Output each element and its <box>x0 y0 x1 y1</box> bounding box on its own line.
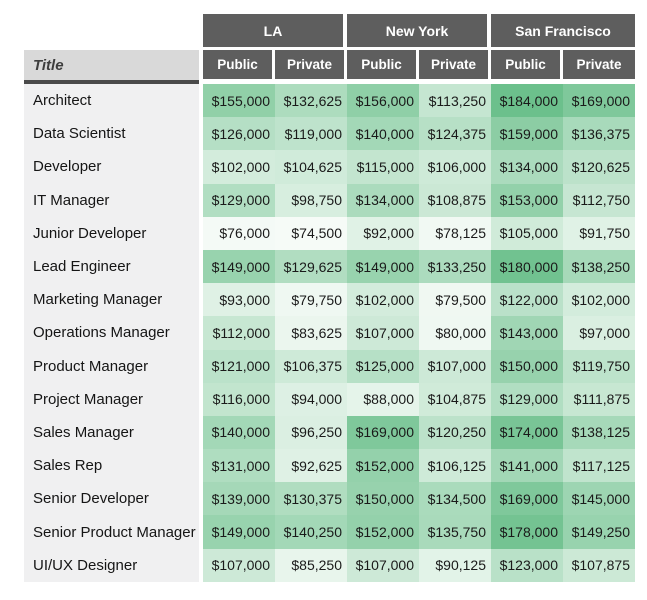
row-title: Lead Engineer <box>24 250 199 283</box>
salary-cell: $120,625 <box>563 150 635 183</box>
row-title: Senior Product Manager <box>24 515 199 548</box>
salary-cell: $93,000 <box>203 283 275 316</box>
salary-cell: $91,750 <box>563 217 635 250</box>
salary-cell: $152,000 <box>347 449 419 482</box>
salary-cell: $141,000 <box>491 449 563 482</box>
salary-cell: $102,000 <box>563 283 635 316</box>
salary-cell: $150,000 <box>347 482 419 515</box>
salary-cell: $174,000 <box>491 416 563 449</box>
salary-cell: $76,000 <box>203 217 275 250</box>
salary-cell: $153,000 <box>491 184 563 217</box>
sector-header-1: Private <box>275 50 347 84</box>
row-title: Product Manager <box>24 350 199 383</box>
salary-cell: $107,000 <box>419 350 491 383</box>
salary-cell: $139,000 <box>203 482 275 515</box>
salary-cell: $169,000 <box>347 416 419 449</box>
salary-cell: $135,750 <box>419 515 491 548</box>
row-title: Developer <box>24 150 199 183</box>
salary-cell: $104,875 <box>419 383 491 416</box>
salary-cell: $83,625 <box>275 316 347 349</box>
salary-cell: $156,000 <box>347 84 419 117</box>
salary-cell: $124,375 <box>419 117 491 150</box>
city-header-new-york: New York <box>347 14 491 50</box>
row-title: Junior Developer <box>24 217 199 250</box>
sector-header-3: Private <box>419 50 491 84</box>
row-title: Project Manager <box>24 383 199 416</box>
salary-cell: $140,250 <box>275 515 347 548</box>
salary-cell: $97,000 <box>563 316 635 349</box>
row-title: Architect <box>24 84 199 117</box>
salary-cell: $113,250 <box>419 84 491 117</box>
salary-cell: $149,250 <box>563 515 635 548</box>
sector-header-2: Public <box>347 50 419 84</box>
salary-cell: $102,000 <box>203 150 275 183</box>
salary-cell: $90,125 <box>419 549 491 582</box>
salary-cell: $149,000 <box>203 250 275 283</box>
salary-cell: $105,000 <box>491 217 563 250</box>
row-title: Marketing Manager <box>24 283 199 316</box>
header-spacer <box>24 14 203 50</box>
salary-cell: $79,500 <box>419 283 491 316</box>
salary-cell: $152,000 <box>347 515 419 548</box>
salary-cell: $159,000 <box>491 117 563 150</box>
salary-cell: $125,000 <box>347 350 419 383</box>
salary-cell: $130,375 <box>275 482 347 515</box>
salary-cell: $107,000 <box>347 316 419 349</box>
salary-cell: $150,000 <box>491 350 563 383</box>
salary-cell: $85,250 <box>275 549 347 582</box>
salary-cell: $119,750 <box>563 350 635 383</box>
salary-cell: $106,375 <box>275 350 347 383</box>
sector-header-5: Private <box>563 50 635 84</box>
salary-cell: $149,000 <box>347 250 419 283</box>
salary-cell: $79,750 <box>275 283 347 316</box>
salary-cell: $106,125 <box>419 449 491 482</box>
salary-cell: $149,000 <box>203 515 275 548</box>
row-title: IT Manager <box>24 184 199 217</box>
salary-cell: $80,000 <box>419 316 491 349</box>
salary-cell: $92,625 <box>275 449 347 482</box>
salary-cell: $121,000 <box>203 350 275 383</box>
salary-cell: $122,000 <box>491 283 563 316</box>
salary-cell: $169,000 <box>491 482 563 515</box>
salary-cell: $116,000 <box>203 383 275 416</box>
salary-cell: $178,000 <box>491 515 563 548</box>
salary-cell: $107,000 <box>203 549 275 582</box>
salary-cell: $108,875 <box>419 184 491 217</box>
salary-cell: $119,000 <box>275 117 347 150</box>
salary-cell: $115,000 <box>347 150 419 183</box>
row-title: Data Scientist <box>24 117 199 150</box>
salary-cell: $132,625 <box>275 84 347 117</box>
salary-cell: $134,000 <box>347 184 419 217</box>
salary-cell: $88,000 <box>347 383 419 416</box>
salary-cell: $102,000 <box>347 283 419 316</box>
salary-cell: $180,000 <box>491 250 563 283</box>
salary-cell: $112,750 <box>563 184 635 217</box>
salary-cell: $112,000 <box>203 316 275 349</box>
row-title: Operations Manager <box>24 316 199 349</box>
salary-cell: $117,125 <box>563 449 635 482</box>
salary-cell: $134,500 <box>419 482 491 515</box>
salary-cell: $129,625 <box>275 250 347 283</box>
city-header-la: LA <box>203 14 347 50</box>
salary-cell: $129,000 <box>203 184 275 217</box>
salary-cell: $104,625 <box>275 150 347 183</box>
salary-cell: $133,250 <box>419 250 491 283</box>
salary-cell: $96,250 <box>275 416 347 449</box>
salary-cell: $136,375 <box>563 117 635 150</box>
salary-cell: $107,875 <box>563 549 635 582</box>
salary-cell: $131,000 <box>203 449 275 482</box>
salary-cell: $134,000 <box>491 150 563 183</box>
salary-cell: $123,000 <box>491 549 563 582</box>
row-title: Senior Developer <box>24 482 199 515</box>
salary-cell: $140,000 <box>347 117 419 150</box>
salary-cell: $98,750 <box>275 184 347 217</box>
title-column-header: Title <box>24 50 199 84</box>
row-title: Sales Rep <box>24 449 199 482</box>
salary-cell: $107,000 <box>347 549 419 582</box>
salary-cell: $111,875 <box>563 383 635 416</box>
salary-cell: $120,250 <box>419 416 491 449</box>
salary-cell: $129,000 <box>491 383 563 416</box>
salary-cell: $138,125 <box>563 416 635 449</box>
salary-cell: $94,000 <box>275 383 347 416</box>
salary-cell: $106,000 <box>419 150 491 183</box>
salary-cell: $138,250 <box>563 250 635 283</box>
salary-cell: $169,000 <box>563 84 635 117</box>
sector-header-4: Public <box>491 50 563 84</box>
city-header-san-francisco: San Francisco <box>491 14 635 50</box>
row-title: UI/UX Designer <box>24 549 199 582</box>
table-grid <box>24 14 635 582</box>
salary-cell: $92,000 <box>347 217 419 250</box>
salary-cell: $184,000 <box>491 84 563 117</box>
salary-cell: $140,000 <box>203 416 275 449</box>
salary-cell: $145,000 <box>563 482 635 515</box>
salary-cell: $78,125 <box>419 217 491 250</box>
salary-cell: $155,000 <box>203 84 275 117</box>
row-title: Sales Manager <box>24 416 199 449</box>
salary-cell: $143,000 <box>491 316 563 349</box>
sector-header-0: Public <box>203 50 275 84</box>
salary-cell: $74,500 <box>275 217 347 250</box>
salary-cell: $126,000 <box>203 117 275 150</box>
